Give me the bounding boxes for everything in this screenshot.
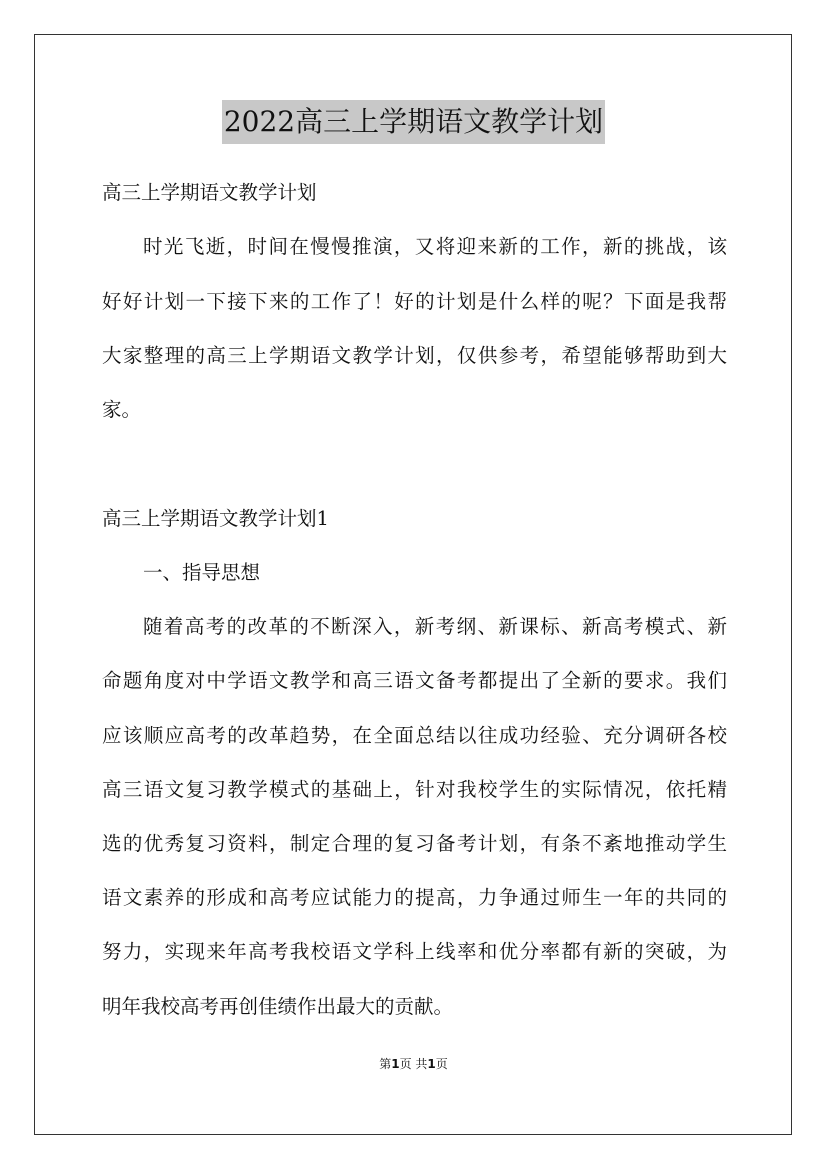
section-line-1: 随着高考的改革的不断深入，新考纲、新课标、新高考模式、新 <box>143 615 727 638</box>
intro-line-1: 时光飞逝，时间在慢慢推演，又将迎来新的工作，新的挑战，该 <box>143 235 727 258</box>
section-title-guiding-ideology: 一、指导思想 <box>143 561 261 584</box>
page-footer <box>0 1056 827 1072</box>
footer-page-mid: 页 共 <box>399 1057 428 1071</box>
footer-page-prefix: 第 <box>379 1057 392 1071</box>
footer-page-total: 1 <box>427 1057 436 1071</box>
intro-line-3: 大家整理的高三上学期语文教学计划，仅供参考，希望能够帮助到大 <box>102 344 727 367</box>
title-container <box>0 100 827 144</box>
section-line-4: 高三语文复习教学模式的基础上，针对我校学生的实际情况，依托精 <box>102 778 727 801</box>
section-line-5: 选的优秀复习资料，制定合理的复习备考计划，有条不紊地推动学生 <box>102 832 727 855</box>
heading-plan-1: 高三上学期语文教学计划1 <box>102 507 329 530</box>
intro-line-4: 家。 <box>102 398 142 421</box>
section-line-8: 明年我校高考再创佳绩作出最大的贡献。 <box>102 995 454 1018</box>
intro-line-2: 好好计划一下接下来的工作了！好的计划是什么样的呢？下面是我帮 <box>102 290 727 313</box>
section-line-2: 命题角度对中学语文教学和高三语文备考都提出了全新的要求。我们 <box>102 669 727 692</box>
section-line-3: 应该顺应高考的改革趋势，在全面总结以往成功经验、充分调研各校 <box>102 724 727 747</box>
section-line-6: 语文素养的形成和高考应试能力的提高，力争通过师生一年的共同的 <box>102 886 727 909</box>
document-title: 2022高三上学期语文教学计划 <box>222 100 605 144</box>
section-line-7: 努力，实现来年高考我校语文学科上线率和优分率都有新的突破，为 <box>102 940 727 963</box>
footer-page-suffix: 页 <box>435 1057 448 1071</box>
heading-plan: 高三上学期语文教学计划 <box>102 181 317 204</box>
footer-page-current: 1 <box>391 1057 400 1071</box>
